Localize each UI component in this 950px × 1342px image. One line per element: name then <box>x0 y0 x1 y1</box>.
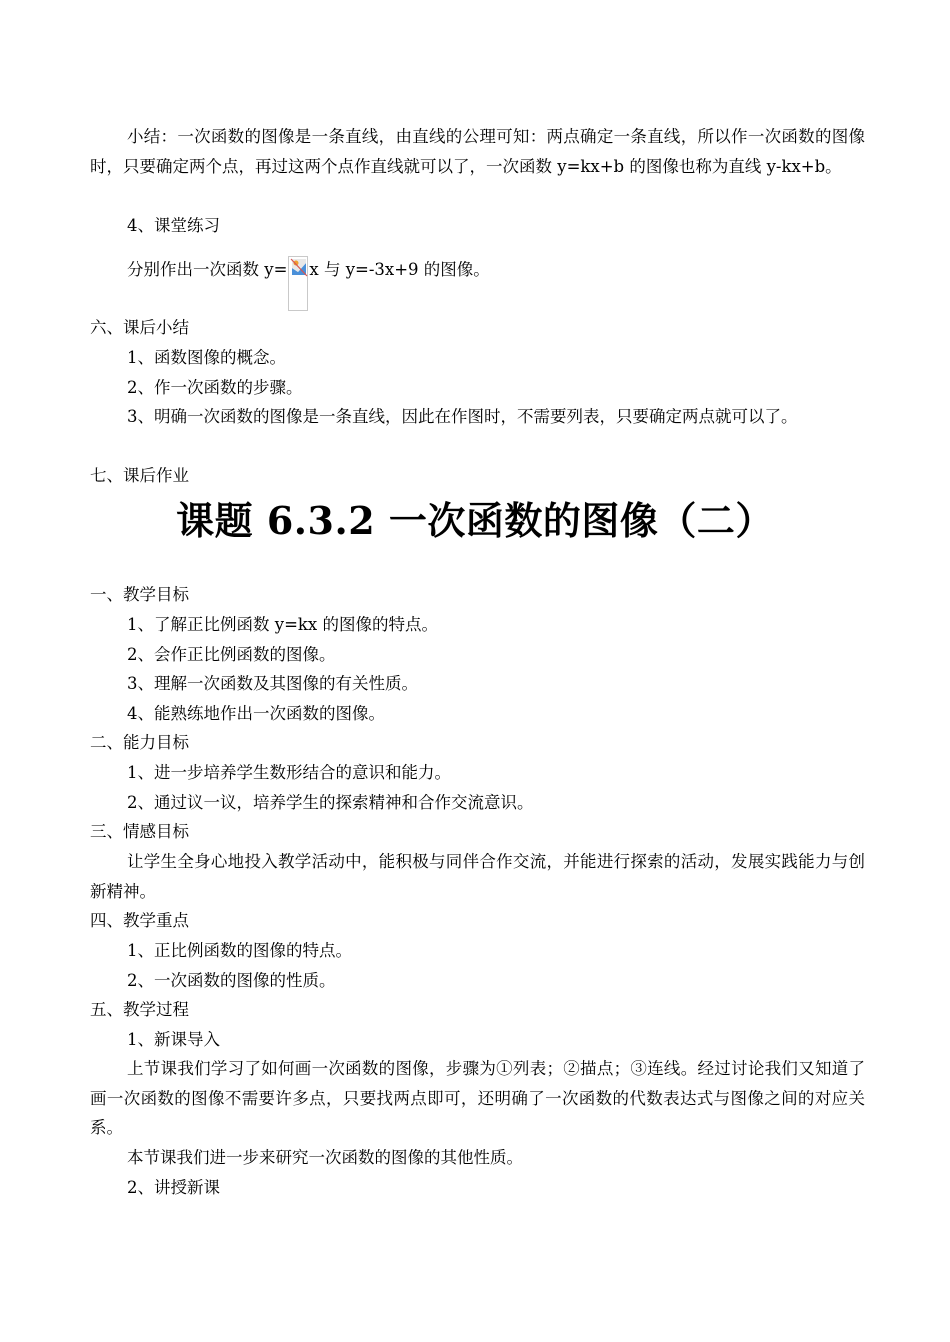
paragraph: 本节课我们进一步来研究一次函数的图像的其他性质。 <box>127 1148 523 1167</box>
practice-exercise <box>127 255 865 311</box>
practice-text-after: x 与 y=-3x+9 的图像。 <box>309 260 490 279</box>
list-item: 1、进一步培养学生数形结合的意识和能力。 <box>127 763 451 782</box>
sub-heading: 1、新课导入 <box>127 1030 220 1049</box>
after-class-item: 1、函数图像的概念。 <box>127 348 286 367</box>
section-heading: 五、教学过程 <box>90 1000 189 1019</box>
section-heading: 一、教学目标 <box>90 585 189 604</box>
section-heading: 四、教学重点 <box>90 911 189 930</box>
list-item: 2、一次函数的图像的性质。 <box>127 971 336 990</box>
list-item: 2、会作正比例函数的图像。 <box>127 645 336 664</box>
homework-heading: 七、课后作业 <box>90 466 189 485</box>
list-item: 3、理解一次函数及其图像的有关性质。 <box>127 674 418 693</box>
broken-image-icon <box>288 256 308 311</box>
practice-text-before: 分别作出一次函数 y= <box>127 260 288 279</box>
list-item: 2、通过议一议，培养学生的探索精神和合作交流意识。 <box>127 793 534 812</box>
after-class-item: 2、作一次函数的步骤。 <box>127 378 303 397</box>
section-heading: 二、能力目标 <box>90 733 189 752</box>
list-item: 4、能熟练地作出一次函数的图像。 <box>127 704 385 723</box>
after-class-summary-heading: 六、课后小结 <box>90 318 189 337</box>
paragraph: 上节课我们学习了如何画一次函数的图像，步骤为①列表；②描点；③连线。经过讨论我们又知道了画一次函数的图像不需要许多点，只要找两点即可，还明确了一次函数的代数表达式与图像之间的对应关系。 <box>90 1059 865 1137</box>
practice-heading: 4、课堂练习 <box>127 216 220 235</box>
list-item: 1、正比例函数的图像的特点。 <box>127 941 352 960</box>
sub-heading: 2、讲授新课 <box>127 1178 220 1197</box>
paragraph: 让学生全身心地投入教学活动中，能积极与同伴合作交流，并能进行探索的活动，发展实践能力与创新精神。 <box>90 852 865 901</box>
list-item: 1、了解正比例函数 y=kx 的图像的特点。 <box>127 615 438 634</box>
summary-paragraph: 小结：一次函数的图像是一条直线，由直线的公理可知：两点确定一条直线，所以作一次函数的图像时，只要确定两个点，再过这两个点作直线就可以了，一次函数 y=kx+b 的图像也称为直线 y-kx+b。 <box>90 127 865 176</box>
lesson-title: 课题 6.3.2 一次函数的图像（二） <box>176 498 774 543</box>
after-class-item: 3、明确一次函数的图像是一条直线，因此在作图时，不需要列表，只要确定两点就可以了。 <box>127 407 798 426</box>
section-heading: 三、情感目标 <box>90 822 189 841</box>
